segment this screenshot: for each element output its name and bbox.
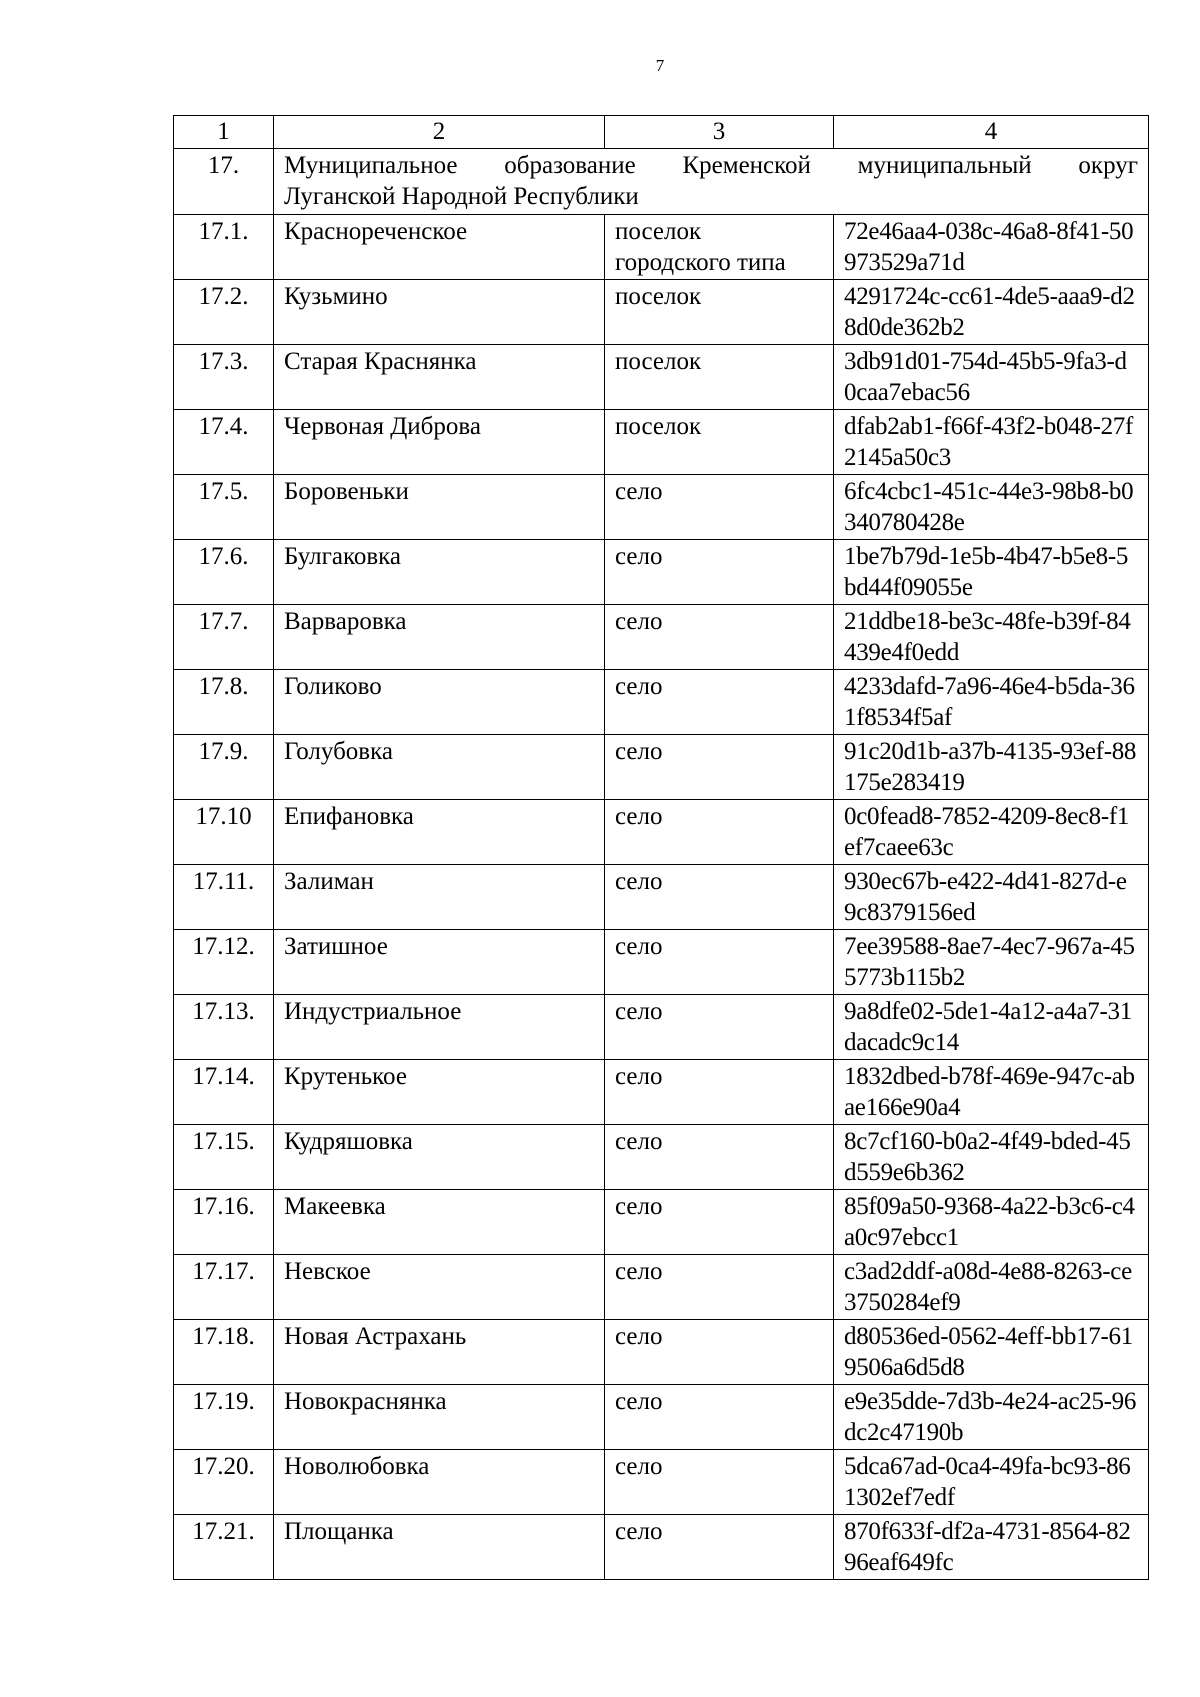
settlement-id: 1832dbed-b78f-469e-947c-abae166e90a4 bbox=[834, 1060, 1149, 1125]
table-row bbox=[174, 475, 1149, 540]
settlement-id: dfab2ab1-f66f-43f2-b048-27f2145a50c3 bbox=[834, 410, 1149, 475]
table-row bbox=[174, 1515, 1149, 1580]
settlement-type: село bbox=[605, 1450, 834, 1515]
row-number: 17.16. bbox=[174, 1190, 274, 1255]
table-row bbox=[174, 605, 1149, 670]
settlement-type: село bbox=[605, 670, 834, 735]
group-title-line-2: Луганской Народной Республики bbox=[284, 183, 639, 210]
group-title-line-1: Муниципальное образование Кременской муниципальный округ bbox=[284, 152, 1138, 179]
settlement-id: 0c0fead8-7852-4209-8ec8-f1ef7caee63c bbox=[834, 800, 1149, 865]
settlement-type: село bbox=[605, 475, 834, 540]
row-number: 17.19. bbox=[174, 1385, 274, 1450]
settlement-type: село bbox=[605, 995, 834, 1060]
table-body bbox=[174, 116, 1149, 1580]
row-number: 17.14. bbox=[174, 1060, 274, 1125]
row-number: 17.20. bbox=[174, 1450, 274, 1515]
table-row bbox=[174, 280, 1149, 345]
settlement-id: 8c7cf160-b0a2-4f49-bded-45d559e6b362 bbox=[834, 1125, 1149, 1190]
table-row bbox=[174, 800, 1149, 865]
row-number: 17.6. bbox=[174, 540, 274, 605]
table-header-row bbox=[174, 116, 1149, 149]
table-row bbox=[174, 540, 1149, 605]
settlement-name: Кузьмино bbox=[274, 280, 605, 345]
row-number: 17.10 bbox=[174, 800, 274, 865]
settlement-name: Новолюбовка bbox=[274, 1450, 605, 1515]
row-number: 17.18. bbox=[174, 1320, 274, 1385]
settlement-name: Затишное bbox=[274, 930, 605, 995]
settlement-type: село bbox=[605, 540, 834, 605]
table-row bbox=[174, 1190, 1149, 1255]
settlement-name: Невское bbox=[274, 1255, 605, 1320]
settlement-name: Червоная Диброва bbox=[274, 410, 605, 475]
settlement-id: 91c20d1b-a37b-4135-93ef-88175e283419 bbox=[834, 735, 1149, 800]
settlement-id: e9e35dde-7d3b-4e24-ac25-96dc2c47190b bbox=[834, 1385, 1149, 1450]
settlement-id: c3ad2ddf-a08d-4e88-8263-ce3750284ef9 bbox=[834, 1255, 1149, 1320]
settlement-id: 4233dafd-7a96-46e4-b5da-361f8534f5af bbox=[834, 670, 1149, 735]
settlement-name: Новая Астрахань bbox=[274, 1320, 605, 1385]
settlement-id: 5dca67ad-0ca4-49fa-bc93-861302ef7edf bbox=[834, 1450, 1149, 1515]
table-row bbox=[174, 1255, 1149, 1320]
settlement-name: Боровеньки bbox=[274, 475, 605, 540]
settlement-type: село bbox=[605, 930, 834, 995]
column-header-1: 1 bbox=[174, 116, 274, 149]
settlement-id: 21ddbe18-be3c-48fe-b39f-84439e4f0edd bbox=[834, 605, 1149, 670]
settlement-id: 1be7b79d-1e5b-4b47-b5e8-5bd44f09055e bbox=[834, 540, 1149, 605]
group-title bbox=[274, 149, 1149, 215]
settlement-name: Макеевка bbox=[274, 1190, 605, 1255]
group-number: 17. bbox=[174, 149, 274, 215]
row-number: 17.8. bbox=[174, 670, 274, 735]
row-number: 17.2. bbox=[174, 280, 274, 345]
row-number: 17.11. bbox=[174, 865, 274, 930]
settlement-id: 72e46aa4-038c-46a8-8f41-50973529a71d bbox=[834, 215, 1149, 280]
settlement-name: Краснореченское bbox=[274, 215, 605, 280]
row-number: 17.7. bbox=[174, 605, 274, 670]
table-row bbox=[174, 345, 1149, 410]
table-row bbox=[174, 995, 1149, 1060]
settlement-type: поселок городского типа bbox=[605, 215, 834, 280]
row-number: 17.17. bbox=[174, 1255, 274, 1320]
table-row bbox=[174, 670, 1149, 735]
settlement-type: село bbox=[605, 605, 834, 670]
settlement-id: 6fc4cbc1-451c-44e3-98b8-b0340780428e bbox=[834, 475, 1149, 540]
settlement-type: село bbox=[605, 1385, 834, 1450]
settlement-id: 4291724c-cc61-4de5-aaa9-d28d0de362b2 bbox=[834, 280, 1149, 345]
settlement-name: Варваровка bbox=[274, 605, 605, 670]
settlement-id: 9a8dfe02-5de1-4a12-a4a7-31dacadc9c14 bbox=[834, 995, 1149, 1060]
settlements-table bbox=[173, 115, 1149, 1580]
settlement-type: село bbox=[605, 1060, 834, 1125]
group-row bbox=[174, 149, 1149, 215]
settlement-name: Голубовка bbox=[274, 735, 605, 800]
settlement-name: Голиково bbox=[274, 670, 605, 735]
settlement-id: 7ee39588-8ae7-4ec7-967a-455773b115b2 bbox=[834, 930, 1149, 995]
row-number: 17.1. bbox=[174, 215, 274, 280]
row-number: 17.9. bbox=[174, 735, 274, 800]
page-number: 7 bbox=[655, 56, 665, 75]
row-number: 17.13. bbox=[174, 995, 274, 1060]
row-number: 17.4. bbox=[174, 410, 274, 475]
settlement-id: 930ec67b-e422-4d41-827d-e9c8379156ed bbox=[834, 865, 1149, 930]
settlement-name: Крутенькое bbox=[274, 1060, 605, 1125]
table-row bbox=[174, 1060, 1149, 1125]
table-row bbox=[174, 1385, 1149, 1450]
table-row bbox=[174, 930, 1149, 995]
settlement-type: село bbox=[605, 800, 834, 865]
settlement-type: поселок bbox=[605, 410, 834, 475]
settlement-name: Индустриальное bbox=[274, 995, 605, 1060]
column-header-4: 4 bbox=[834, 116, 1149, 149]
settlement-name: Залиман bbox=[274, 865, 605, 930]
row-number: 17.12. bbox=[174, 930, 274, 995]
settlement-type: село bbox=[605, 1190, 834, 1255]
settlement-type: поселок bbox=[605, 280, 834, 345]
table-row bbox=[174, 1450, 1149, 1515]
settlement-id: d80536ed-0562-4eff-bb17-619506a6d5d8 bbox=[834, 1320, 1149, 1385]
table-row bbox=[174, 410, 1149, 475]
settlement-name: Епифановка bbox=[274, 800, 605, 865]
settlement-name: Площанка bbox=[274, 1515, 605, 1580]
settlement-id: 3db91d01-754d-45b5-9fa3-d0caa7ebac56 bbox=[834, 345, 1149, 410]
settlement-name: Кудряшовка bbox=[274, 1125, 605, 1190]
table-row bbox=[174, 735, 1149, 800]
settlement-name: Булгаковка bbox=[274, 540, 605, 605]
table-row bbox=[174, 215, 1149, 280]
column-header-2: 2 bbox=[274, 116, 605, 149]
settlement-type: село bbox=[605, 735, 834, 800]
settlement-type: село bbox=[605, 1320, 834, 1385]
settlement-id: 870f633f-df2a-4731-8564-8296eaf649fc bbox=[834, 1515, 1149, 1580]
row-number: 17.3. bbox=[174, 345, 274, 410]
settlement-type: село bbox=[605, 1125, 834, 1190]
table-row bbox=[174, 1125, 1149, 1190]
settlement-type: поселок bbox=[605, 345, 834, 410]
settlement-name: Старая Краснянка bbox=[274, 345, 605, 410]
settlement-type: село bbox=[605, 1515, 834, 1580]
table-row bbox=[174, 865, 1149, 930]
row-number: 17.15. bbox=[174, 1125, 274, 1190]
settlement-name: Новокраснянка bbox=[274, 1385, 605, 1450]
row-number: 17.21. bbox=[174, 1515, 274, 1580]
settlement-type: село bbox=[605, 865, 834, 930]
column-header-3: 3 bbox=[605, 116, 834, 149]
table-row bbox=[174, 1320, 1149, 1385]
settlement-type: село bbox=[605, 1255, 834, 1320]
row-number: 17.5. bbox=[174, 475, 274, 540]
settlement-id: 85f09a50-9368-4a22-b3c6-c4a0c97ebcc1 bbox=[834, 1190, 1149, 1255]
